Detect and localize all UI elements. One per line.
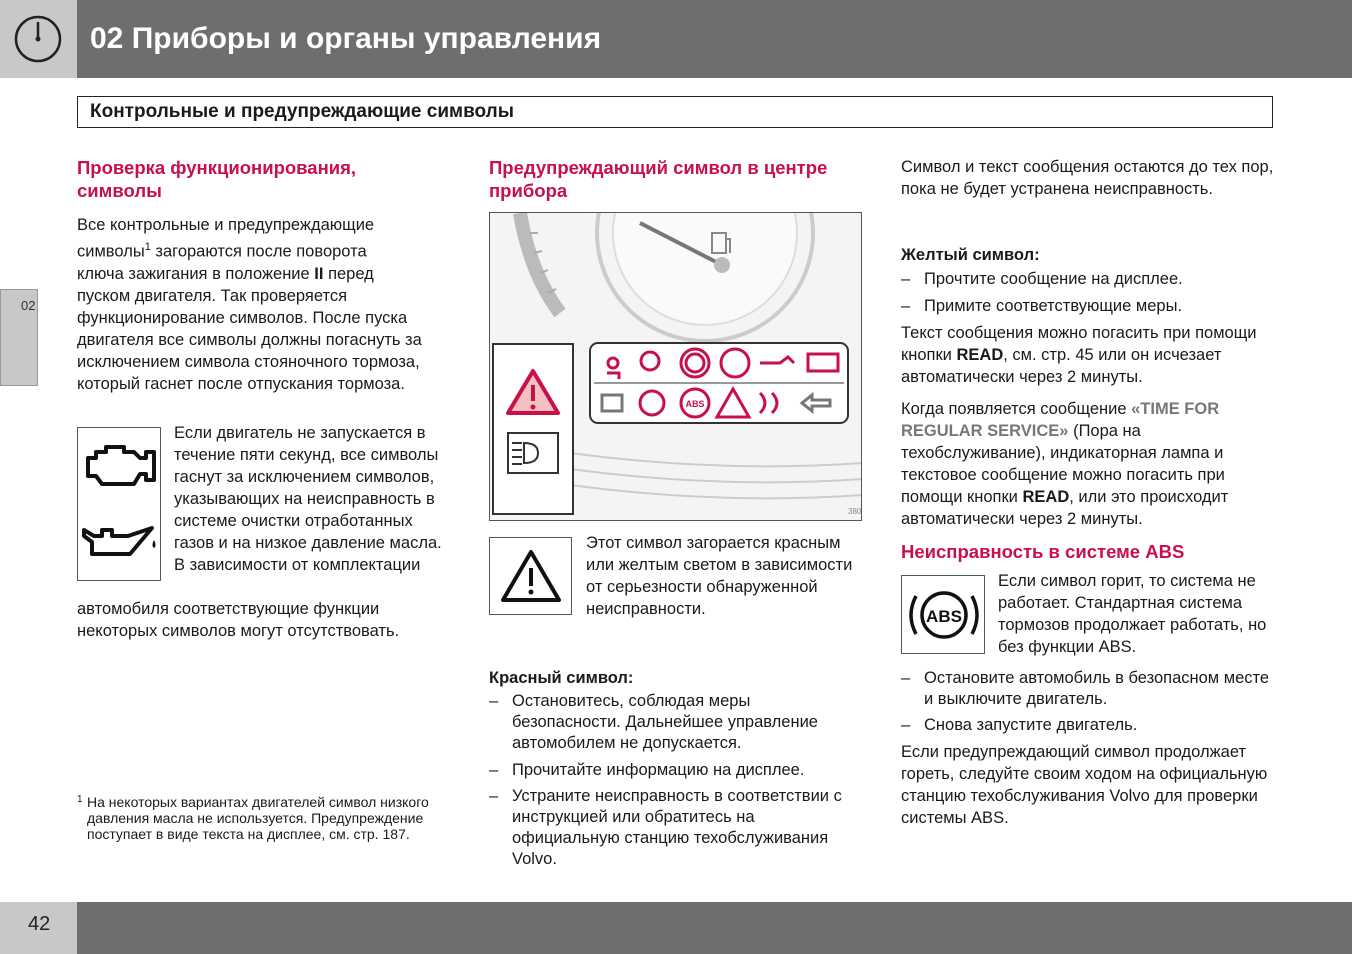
col3-paragraph-service: Когда появляется сообщение «TIME FOR REGULAR SERVICE» (Пора на техобслуживание), индикаторная лампа и текстовое сообщение можно погасить при помощи кнопки READ, или это происходит автоматически через 2 минуты.: [901, 400, 1229, 528]
page-number: 42: [28, 913, 51, 935]
side-tab-label: 02: [21, 298, 36, 313]
engine-oil-symbols-frame: [77, 427, 161, 581]
red-item-1: – Остановитесь, соблюдая меры безопасности. Дальнейшее управление автомобилем не допускается.: [489, 691, 859, 754]
col2-heading: Предупреждающий символ в центре прибора: [489, 157, 828, 201]
yellow-symbol-heading: Желтый символ:: [901, 246, 1040, 264]
col1-paragraph-1: Все контрольные и предупреждающие символы$^1$ загораются после поворота ключа зажигания в положение II перед пуском двигателя. Так проверяется функционирование символов. После пуска двигателя все символы должны погаснуть за исключением символа стояночного тормоза, который гаснет после отпускания тормоза.: [77, 216, 422, 393]
footer-bar: [0, 902, 1352, 954]
chapter-title: 02 Приборы и органы управления: [90, 22, 602, 55]
chapter-side-tab: [0, 289, 38, 386]
col1-paragraph-2-side: Если двигатель не запускается в течение пяти секунд, все символы гаснут за исключением символов, указывающих на неисправность в системе очистки отработанных газов и на низкое давление масла. В зависимости от комплектации: [174, 424, 442, 574]
read-button-ref: READ: [956, 346, 1004, 364]
abs-symbol-frame: [901, 575, 985, 654]
footnote-number: 1: [77, 794, 83, 805]
abs-description: Если символ горит, то система не работает. Стандартная система тормозов продолжает работать, но без функции ABS.: [998, 572, 1267, 656]
abs-heading: Неисправность в системе ABS: [901, 541, 1185, 562]
section-title-box: [77, 96, 1273, 128]
gauge-icon: [0, 0, 77, 78]
instrument-cluster-illustration: [490, 213, 862, 521]
abs-item-1: – Остановите автомобиль в безопасном месте и выключите двигатель.: [901, 668, 1276, 710]
col3-intro: Символ и текст сообщения остаются до тех пор, пока не будет устранена неисправность.: [901, 158, 1274, 198]
chapter-icon-box: [0, 0, 77, 78]
footnote-ref: 1: [144, 241, 151, 253]
triangle-description: Этот символ загорается красным или желтым светом в зависимости от серьезности обнаруженной неисправности.: [586, 534, 853, 618]
read-button-ref-2: READ: [1022, 488, 1070, 506]
yellow-item-1: – Прочтите сообщение на дисплее.: [901, 269, 1276, 290]
warning-triangle-icon: [490, 538, 573, 616]
abs-icon-label: ABS: [926, 607, 962, 626]
oil-pressure-icon: [78, 510, 162, 580]
figure-abs-label: ABS: [685, 399, 705, 409]
section-title: Контрольные и предупреждающие символы: [90, 101, 514, 122]
instrument-cluster-figure: [489, 212, 862, 521]
col3-paragraph-read: Текст сообщения можно погасить при помощи кнопки READ, см. стр. 45 или он исчезает автоматически через 2 минуты.: [901, 324, 1257, 386]
col3-final-paragraph: Если предупреждающий символ продолжает гореть, следуйте своим ходом на официальную станцию техобслуживания Volvo для проверки системы ABS.: [901, 743, 1268, 827]
col1-heading: Проверка функционирования, символы: [77, 157, 357, 201]
yellow-item-2: – Примите соответствующие меры.: [901, 296, 1276, 317]
red-item-2: – Прочитайте информацию на дисплее.: [489, 760, 859, 781]
figure-code: 380: [848, 507, 862, 516]
red-symbol-heading: Красный символ:: [489, 669, 634, 687]
red-item-3: – Устраните неисправность в соответствии с инструкцией или обратитесь на официальную станцию техобслуживания Volvo.: [489, 786, 859, 870]
warning-triangle-frame: [489, 537, 572, 615]
check-engine-icon: [78, 428, 162, 504]
col1-paragraph-2-full: автомобиля соответствующие функции некоторых символов могут отсутствовать.: [77, 600, 400, 640]
abs-item-2: – Снова запустите двигатель.: [901, 715, 1276, 736]
footnote-text: На некоторых вариантах двигателей символ низкого давления масла не используется. Предупреждение поступает в виде текста на дисплее, см. стр. 187.: [87, 794, 429, 842]
service-message: «TIME FOR REGULAR SERVICE»: [901, 400, 1220, 440]
abs-warning-icon: [902, 576, 986, 655]
